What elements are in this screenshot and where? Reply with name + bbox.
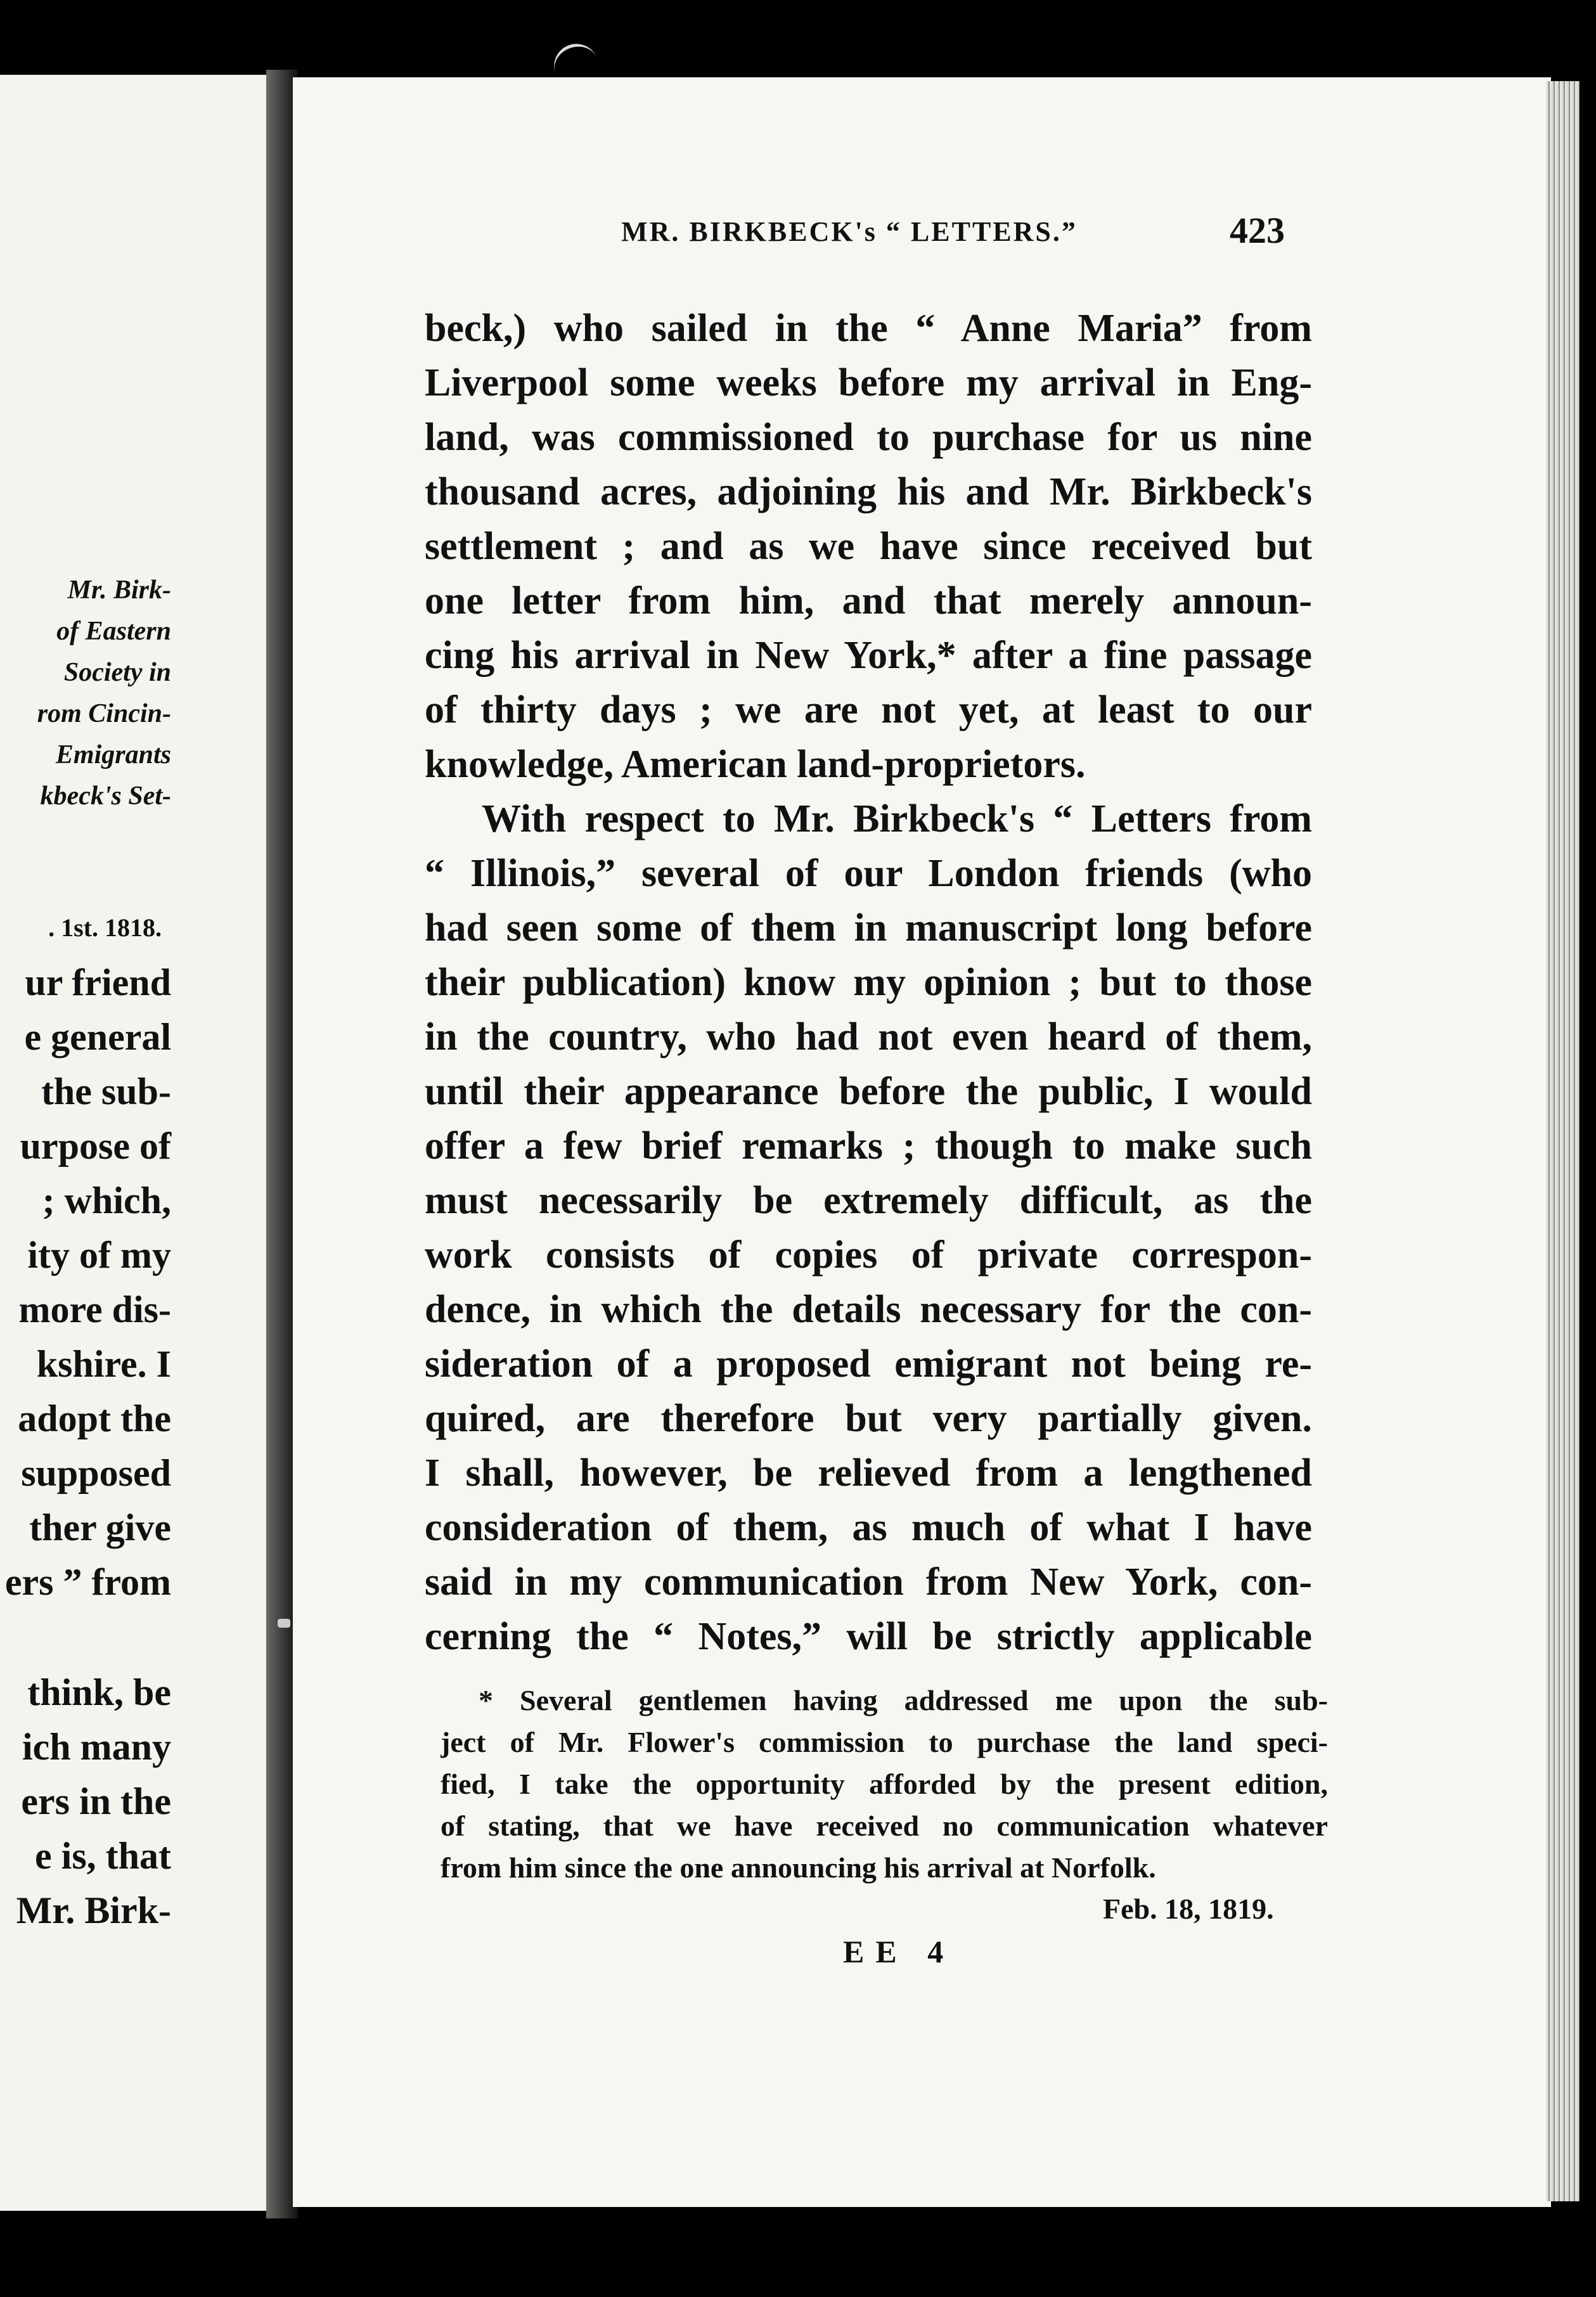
left-line: e general [24,1016,171,1058]
body-line: With respect to Mr. Birkbeck's “ Letters from [482,797,1312,840]
body-line: thousand acres, adjoining his and Mr. Birkbeck's [425,470,1312,513]
footnote-line: of stating, that we have received no communication whatever [441,1810,1328,1842]
footnote-line: * Several gentlemen having addressed me upon the sub- [479,1684,1328,1716]
footnote-date: Feb. 18, 1819. [1103,1893,1274,1925]
left-line: Mr. Birk- [16,1889,171,1931]
body-line: cing his arrival in New York,* after a fine passage [425,634,1312,677]
signature-mark: EE 4 [843,1934,955,1969]
sidenote-line: kbeck's Set- [40,782,171,811]
body-line: beck,) who sailed in the “ Anne Maria” from [425,307,1312,350]
body-line: dence, in which the details necessary for the con- [425,1288,1312,1331]
body-line: sideration of a proposed emigrant not being re- [425,1342,1312,1386]
running-head: MR. BIRKBECK's “ LETTERS.” [621,216,1078,247]
footnote-line: ject of Mr. Flower's commission to purchase the land speci- [441,1726,1328,1758]
left-line: ity of my [27,1234,171,1276]
body-line: cerning the “ Notes,” will be strictly applicable [425,1615,1312,1658]
left-line: adopt the [18,1398,171,1439]
footnote [441,1680,1328,1889]
left-line: ers in the [21,1780,171,1822]
body-line: offer a few brief remarks ; though to make such [425,1124,1312,1168]
body-line: work consists of copies of private correspon- [425,1233,1312,1277]
left-line: more dis- [18,1289,171,1330]
body-line: consideration of them, as much of what I have [425,1506,1312,1549]
body-line: quired, are therefore but very partially given. [425,1397,1312,1440]
body-line: one letter from him, and that merely announ- [425,579,1312,622]
body-line: must necessarily be extremely difficult, as the [425,1179,1312,1222]
page-edge [1547,81,1580,2201]
left-line: urpose of [20,1125,171,1167]
left-line: e is, that [35,1835,171,1877]
body-line: Liverpool some weeks before my arrival in Eng- [425,361,1312,404]
sidenote-line: Emigrants [55,740,171,769]
left-line: ; which, [42,1180,171,1221]
left-line: think, be [27,1671,171,1713]
gutter-mark [278,1619,290,1628]
left-line: supposed [21,1452,171,1494]
body-line: in the country, who had not even heard of them, [425,1015,1312,1058]
sidenote-line: Mr. Birk- [67,576,171,605]
left-line: kshire. I [36,1343,171,1385]
left-line: ther give [29,1507,171,1548]
body-line: knowledge, American land-proprietors. [425,743,1086,786]
left-line: ich many [22,1726,171,1768]
left-date: . 1st. 1818. [48,913,162,942]
body-line: had seen some of them in manuscript long before [425,906,1312,949]
body-line: settlement ; and as we have since received but [425,525,1312,568]
left-line: ers ” from [4,1561,171,1603]
footnote-line: fied, I take the opportunity afforded by the present edition, [441,1768,1328,1800]
body-line: land, was commissioned to purchase for us nine [425,416,1312,459]
left-line: the sub- [41,1071,171,1112]
sidenote-line: of Eastern [56,617,171,646]
footnote-line: from him since the one announcing his arrival at Norfolk. [441,1851,1156,1884]
left-line: ur friend [25,962,171,1003]
body-text [425,301,1312,1664]
sidenote-line: rom Cincin- [37,699,171,728]
body-line: of thirty days ; we are not yet, at least to our [425,688,1312,731]
body-line: said in my communication from New York, con- [425,1560,1312,1604]
page-number: 423 [1230,210,1285,251]
body-line: their publication) know my opinion ; but to those [425,961,1312,1004]
body-line: “ Illinois,” several of our London friends (who [425,852,1312,895]
body-line: I shall, however, be relieved from a lengthened [425,1451,1312,1495]
page-tear-mark [548,37,599,79]
sidenote-line: Society in [63,658,171,687]
body-line: until their appearance before the public, I would [425,1070,1312,1113]
